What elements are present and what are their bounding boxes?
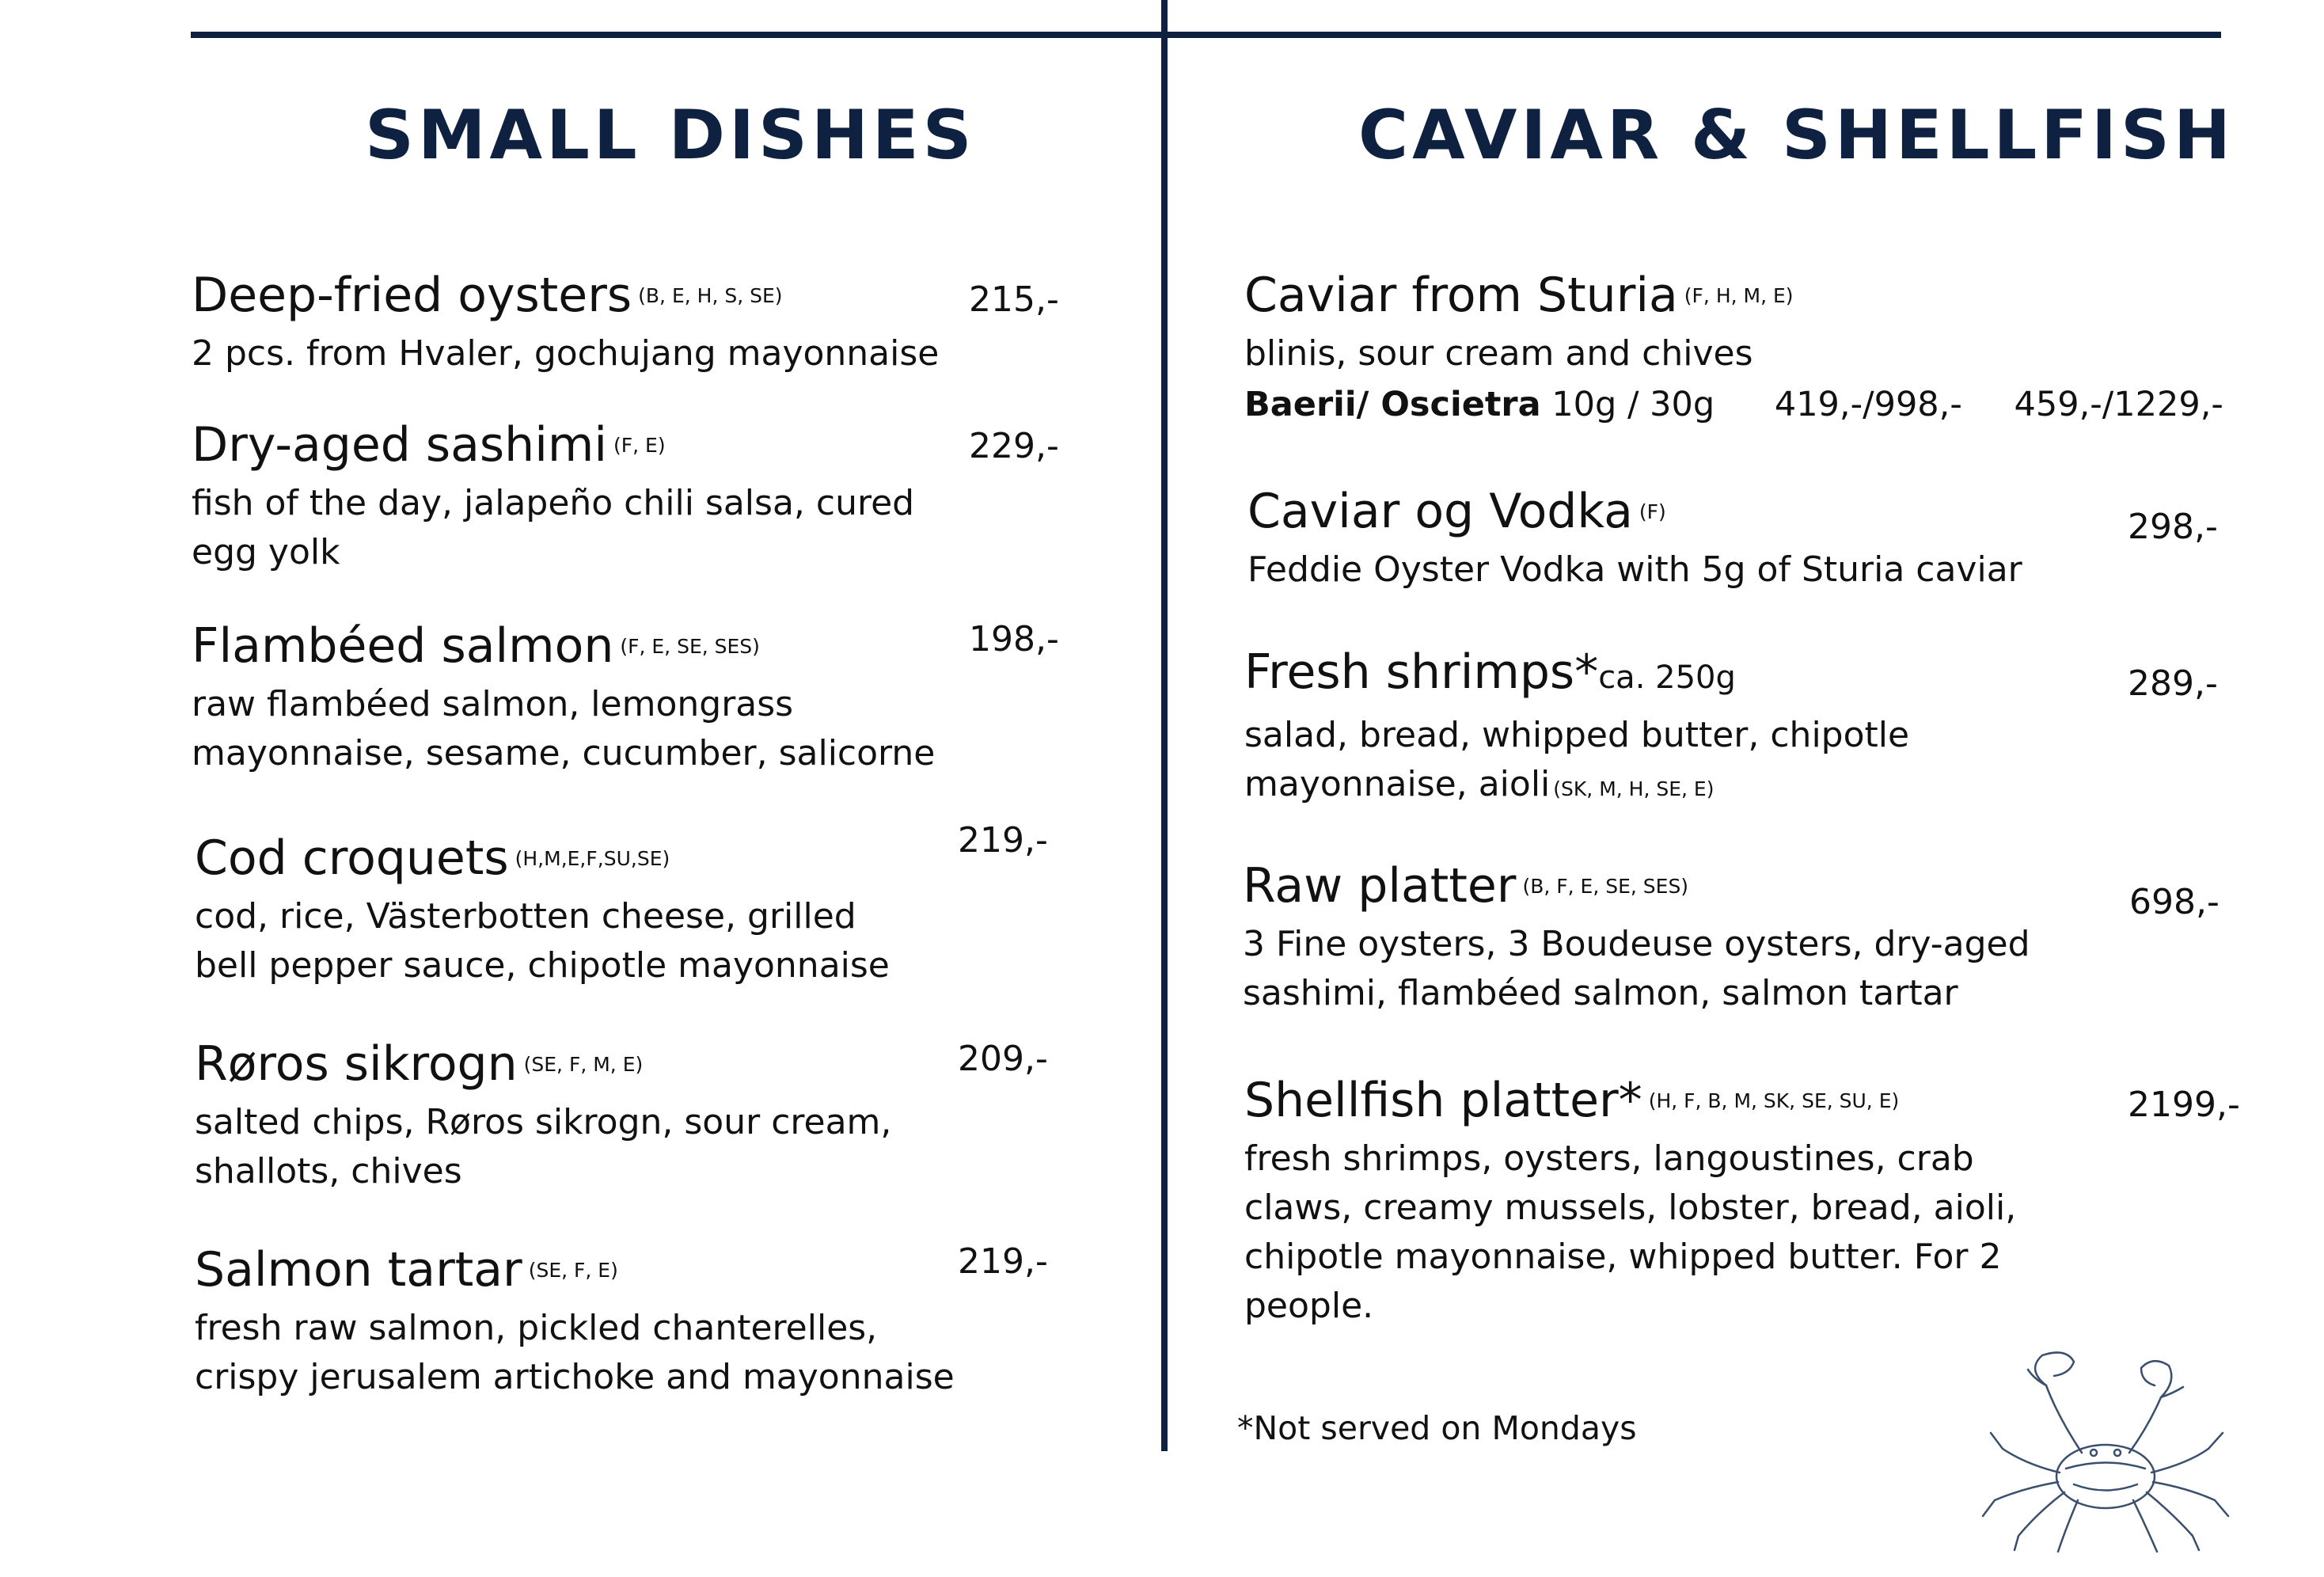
- small-dishes-heading: SMALL DISHES: [365, 96, 976, 175]
- item-description: sashimi, flambéed salmon, salmon tartar: [1243, 972, 1958, 1013]
- item-price: 698,-: [2129, 882, 2220, 922]
- item-price: 289,-: [2128, 663, 2218, 704]
- item-price: 219,-: [958, 1241, 1048, 1282]
- item-name: Caviar from Sturia: [1244, 268, 1678, 323]
- item-allergens: (B, E, H, S, SE): [638, 283, 783, 307]
- item-allergens: (F, E, SE, SES): [620, 634, 760, 658]
- item-allergens: (SK, M, H, SE, E): [1553, 777, 1715, 800]
- caviar-sizes: 10g / 30g: [1551, 384, 1715, 424]
- item-allergens: (H, F, B, M, SK, SE, SU, E): [1648, 1089, 1900, 1112]
- item-description: crispy jerusalem artichoke and mayonnaise: [195, 1356, 955, 1397]
- menu-item-caviar-from-sturia: [1244, 267, 2223, 429]
- item-description: salad, bread, whipped butter, chipotle: [1244, 715, 1910, 755]
- caviar-variety-label: Baerii/ Oscietra: [1244, 384, 1541, 424]
- caviar-sizes-row: [1244, 380, 2223, 429]
- item-allergens: (F, H, M, E): [1684, 283, 1794, 307]
- item-description: mayonnaise, sesame, cucumber, salicorne: [192, 732, 936, 773]
- item-description: 2 pcs. from Hvaler, gochujang mayonnaise: [192, 332, 940, 374]
- item-description: fresh shrimps, oysters, langoustines, crab: [1244, 1138, 1974, 1179]
- item-name: Raw platter: [1243, 858, 1517, 914]
- item-allergens: (F): [1639, 500, 1666, 523]
- item-name: Røros sikrogn: [195, 1036, 518, 1092]
- item-name: Fresh shrimps*: [1244, 644, 1599, 700]
- item-price: 2199,-: [2128, 1085, 2240, 1125]
- item-price: 219,-: [958, 820, 1048, 861]
- center-divider: [1161, 0, 1168, 1451]
- caviar-price-baerii: 419,-/998,-: [1774, 384, 1962, 424]
- menu-item-raw-platter: [1243, 857, 2113, 1018]
- menu-item-caviar-og-vodka: [1247, 483, 2118, 595]
- item-price: 229,-: [969, 426, 1059, 466]
- item-description: chipotle mayonnaise, whipped butter. For 2: [1244, 1236, 2002, 1277]
- item-name: Shellfish platter*: [1244, 1073, 1642, 1128]
- item-price: 209,-: [958, 1039, 1048, 1079]
- menu-item-salmon-tartar: [195, 1241, 986, 1402]
- menu-item-fresh-shrimps: [1244, 644, 2115, 814]
- item-description: fish of the day, jalapeño chili salsa, cured: [192, 482, 915, 523]
- item-name: Deep-fried oysters: [192, 268, 632, 323]
- item-allergens: (B, F, E, SE, SES): [1522, 874, 1689, 898]
- item-description: Feddie Oyster Vodka with 5g of Sturia caviar: [1247, 549, 2022, 590]
- footnote: *Not served on Mondays: [1237, 1409, 1637, 1447]
- top-rule: [191, 32, 2221, 38]
- menu-item-roros-sikrogn: [195, 1036, 986, 1196]
- item-allergens: (SE, F, M, E): [523, 1052, 644, 1076]
- menu-item-cod-croquets: [195, 830, 986, 990]
- menu-item-dry-aged-sashimi: [192, 416, 983, 577]
- item-name: Flambéed salmon: [192, 618, 614, 674]
- item-allergens: (SE, F, E): [528, 1258, 618, 1282]
- menu-item-flambeed-salmon: [192, 618, 983, 778]
- item-description: blinis, sour cream and chives: [1244, 332, 1753, 374]
- item-description: claws, creamy mussels, lobster, bread, aioli,: [1244, 1187, 2017, 1228]
- item-name: Caviar og Vodka: [1247, 484, 1633, 539]
- item-weight-note: ca. 250g: [1598, 659, 1736, 696]
- item-description: fresh raw salmon, pickled chanterelles,: [195, 1307, 878, 1348]
- menu-item-shellfish-platter: [1244, 1072, 2115, 1331]
- item-price: 298,-: [2128, 507, 2218, 547]
- item-name: Dry-aged sashimi: [192, 417, 607, 473]
- item-description: 3 Fine oysters, 3 Boudeuse oysters, dry-aged: [1243, 923, 2030, 964]
- crab-illustration: [1971, 1338, 2240, 1560]
- item-price: 198,-: [969, 619, 1059, 659]
- item-name: Salmon tartar: [195, 1242, 522, 1298]
- item-allergens: (F, E): [613, 433, 666, 457]
- item-description: mayonnaise, aioli: [1244, 764, 1551, 804]
- item-allergens: (H,M,E,F,SU,SE): [515, 846, 670, 870]
- caviar-shellfish-heading: CAVIAR & SHELLFISH: [1358, 96, 2235, 175]
- item-description: raw flambéed salmon, lemongrass: [192, 683, 794, 724]
- item-description: cod, rice, Västerbotten cheese, grilled: [195, 895, 856, 937]
- caviar-price-oscietra: 459,-/1229,-: [2014, 384, 2223, 424]
- item-description: salted chips, Røros sikrogn, sour cream,: [195, 1101, 892, 1142]
- item-description: bell pepper sauce, chipotle mayonnaise: [195, 944, 890, 986]
- item-description: egg yolk: [192, 531, 340, 572]
- menu-item-deep-fried-oysters: [192, 267, 983, 378]
- item-name: Cod croquets: [195, 830, 509, 886]
- item-price: 215,-: [969, 279, 1059, 320]
- item-description: people.: [1244, 1285, 1374, 1326]
- item-description: shallots, chives: [195, 1150, 462, 1191]
